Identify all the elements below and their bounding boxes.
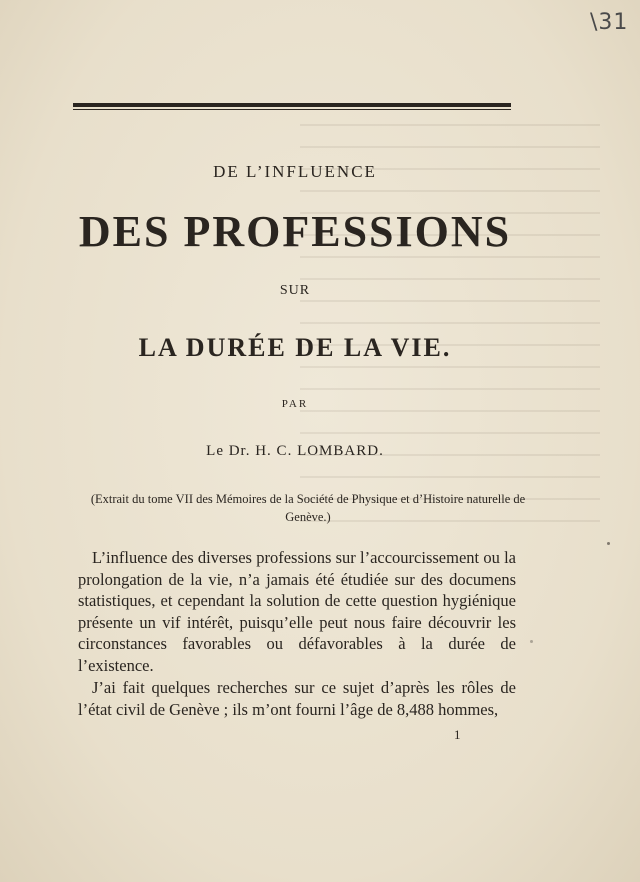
extract-note: (Extrait du tome VII des Mémoires de la Société de Physique et d’Histoire naturelle de Genève.) xyxy=(90,492,526,524)
paper-speck xyxy=(607,542,610,545)
title-connector: SUR xyxy=(279,283,311,298)
subtitle: LA DURÉE DE LA VIE. xyxy=(138,333,452,362)
page-number: 1 xyxy=(454,727,461,742)
paragraph: L’influence des diverses professions sur l’accourcissement ou la prolongation de la vie, n’a jamais été étudiée sur des documens statistiques, et cependant la solution de cette question hygiénique présente un vif intérêt, puisqu’elle peut nous faire découvrir les circonstances favorables ou défavorables à la durée de l’existence. xyxy=(78,548,516,675)
paragraph: J’ai fait quelques recherches sur ce sujet d’après les rôles de l’état civil de Genève ; ils m’ont fourni l’âge de 8,488 hommes, xyxy=(78,678,516,719)
handwritten-corner-mark: \31 xyxy=(590,10,629,35)
byline-par: PAR xyxy=(281,398,309,410)
main-title: DES PROFESSIONS xyxy=(78,207,512,256)
pretitle: DE L’INFLUENCE xyxy=(213,162,377,181)
header-rule-thick xyxy=(73,103,511,107)
paper-speck xyxy=(530,640,533,643)
author: Le Dr. H. C. LOMBARD. xyxy=(206,443,384,459)
header-rule-thin xyxy=(73,109,511,110)
